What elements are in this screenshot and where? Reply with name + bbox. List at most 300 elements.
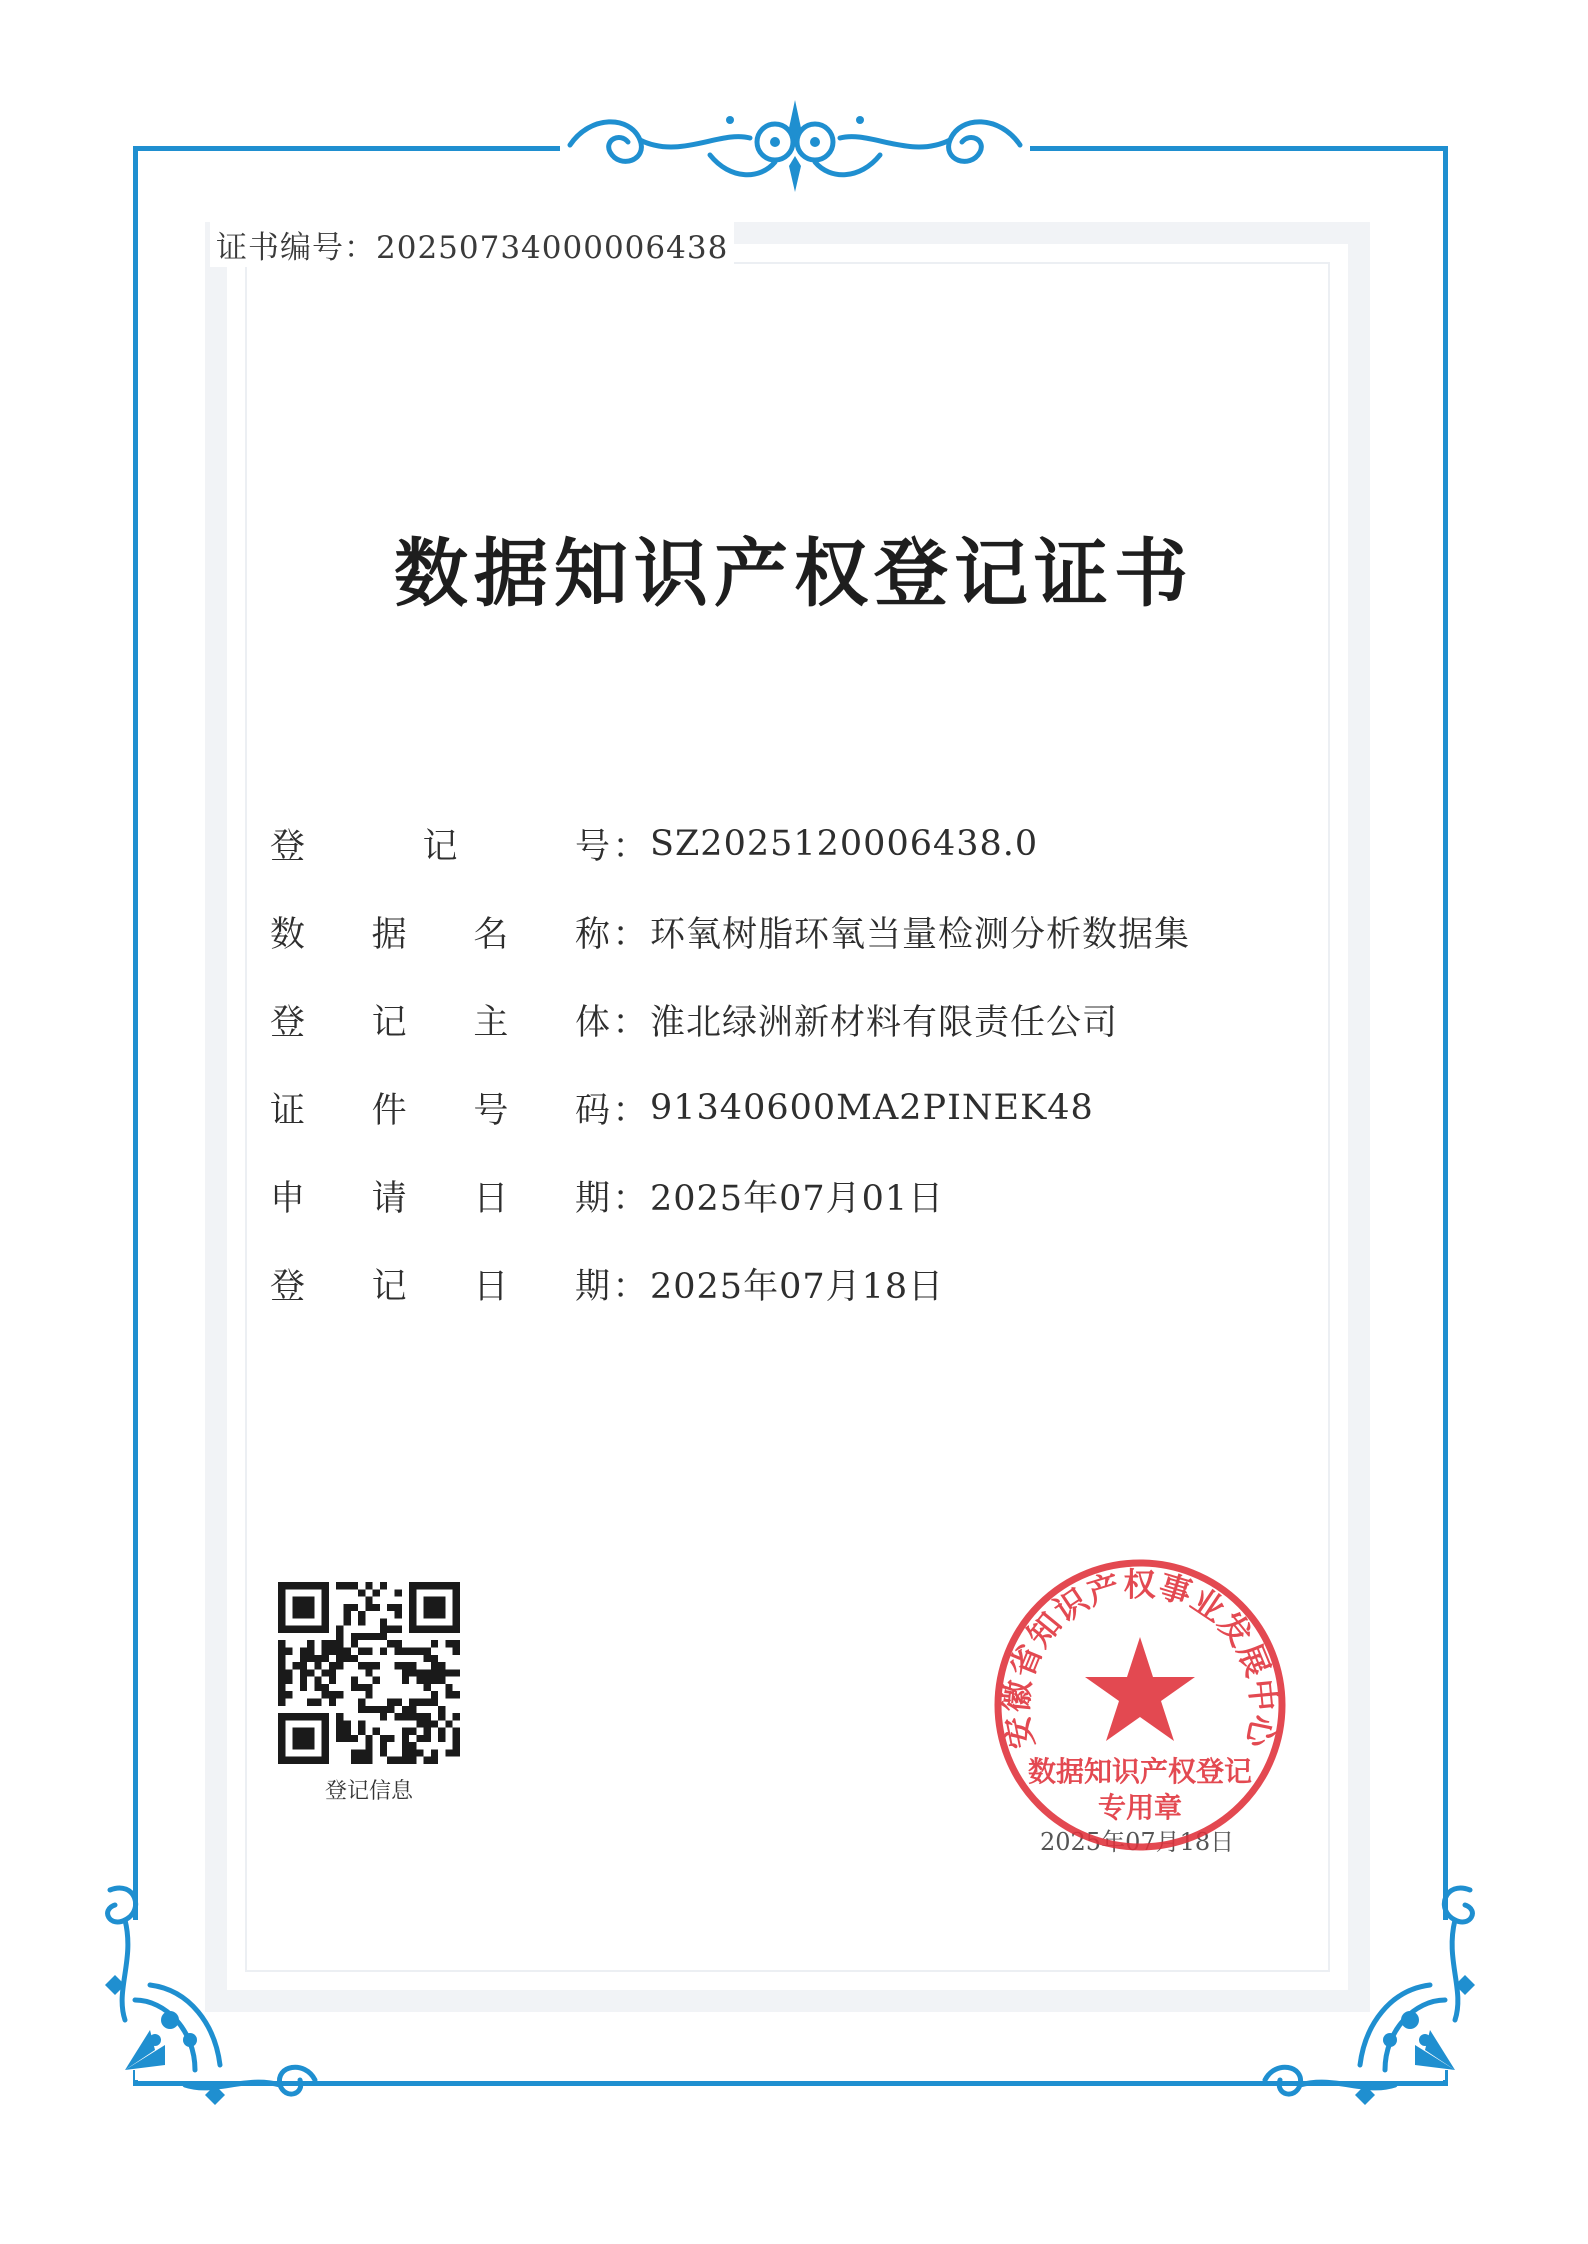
field-label-char: 日 (473, 1267, 509, 1307)
field-label (270, 1171, 610, 1221)
field-label-char: 登 (270, 827, 306, 867)
qr-module (424, 1655, 431, 1662)
seal-purpose-line1: 数据知识产权登记 (1027, 1755, 1253, 1788)
qr-module (278, 1640, 285, 1647)
qr-module (409, 1713, 416, 1720)
qr-module (424, 1757, 431, 1764)
qr-module (445, 1582, 452, 1589)
qr-module (438, 1604, 445, 1611)
field-label (270, 995, 610, 1045)
qr-module (424, 1735, 431, 1742)
qr-module (285, 1713, 292, 1720)
qr-module (293, 1611, 300, 1618)
qr-module (431, 1662, 438, 1669)
qr-module (365, 1669, 372, 1676)
qr-module (453, 1735, 460, 1742)
seal-org-text: 安徽省知识产权事业发展中心 (997, 1565, 1283, 1752)
qr-module (293, 1757, 300, 1764)
qr-module (424, 1604, 431, 1611)
qr-module (409, 1648, 416, 1655)
qr-module (438, 1662, 445, 1669)
qr-module (329, 1640, 336, 1647)
qr-module (344, 1582, 351, 1589)
qr-module (416, 1582, 423, 1589)
qr-module (322, 1713, 329, 1720)
field-label-char: 称 (574, 915, 610, 955)
qr-caption: 登记信息 (324, 1779, 413, 1804)
qr-module (409, 1618, 416, 1625)
qr-module (431, 1582, 438, 1589)
field-label-char: 据 (371, 915, 407, 955)
qr-module (409, 1669, 416, 1676)
qr-module (358, 1589, 365, 1596)
qr-module (424, 1713, 431, 1720)
field-label-char: 请 (371, 1179, 407, 1219)
seal-date: 2025年07月18日 (1040, 1828, 1235, 1856)
qr-module (300, 1669, 307, 1676)
qr-module (300, 1677, 307, 1684)
qr-module (336, 1720, 343, 1727)
qr-module (409, 1626, 416, 1633)
qr-module (358, 1633, 365, 1640)
qr-module (344, 1604, 351, 1611)
qr-module (278, 1684, 285, 1691)
qr-module (409, 1698, 416, 1705)
field-row-application-date (270, 1152, 1270, 1240)
qr-module (445, 1626, 452, 1633)
qr-module (402, 1728, 409, 1735)
qr-module (394, 1611, 401, 1618)
qr-module (416, 1669, 423, 1676)
qr-module (431, 1640, 438, 1647)
field-row-registrant (270, 976, 1270, 1064)
field-label-char: 期 (574, 1179, 610, 1219)
qr-module (431, 1757, 438, 1764)
qr-module (424, 1677, 431, 1684)
qr-module (314, 1677, 321, 1684)
qr-module (293, 1742, 300, 1749)
corner-flourish-icon (1255, 1880, 1485, 2110)
qr-module (394, 1626, 401, 1633)
qr-module (336, 1728, 343, 1735)
qr-module (453, 1597, 460, 1604)
qr-module (322, 1735, 329, 1742)
qr-module (387, 1706, 394, 1713)
field-value: 91340600MA2PINEK48 (650, 1088, 1094, 1128)
qr-module (336, 1662, 343, 1669)
qr-module (394, 1698, 401, 1705)
qr-module (336, 1633, 343, 1640)
qr-module (278, 1648, 285, 1655)
qr-module (365, 1662, 372, 1669)
qr-module (380, 1618, 387, 1625)
qr-module (300, 1742, 307, 1749)
qr-module (358, 1757, 365, 1764)
qr-module (409, 1589, 416, 1596)
qr-module (438, 1706, 445, 1713)
qr-module (344, 1618, 351, 1625)
field-label-char: 记 (371, 1267, 407, 1307)
qr-module (424, 1626, 431, 1633)
qr-module (322, 1669, 329, 1676)
qr-module (322, 1757, 329, 1764)
qr-module (438, 1713, 445, 1720)
qr-module (307, 1582, 314, 1589)
qr-module (416, 1749, 423, 1756)
qr-module (307, 1735, 314, 1742)
qr-module (358, 1706, 365, 1713)
qr-module (358, 1698, 365, 1705)
qr-module (293, 1582, 300, 1589)
field-label-char: 日 (473, 1179, 509, 1219)
qr-module (351, 1582, 358, 1589)
qr-module (285, 1691, 292, 1698)
qr-module (351, 1735, 358, 1742)
qr-module (394, 1713, 401, 1720)
qr-module (402, 1677, 409, 1684)
qr-module (278, 1582, 285, 1589)
qr-module (380, 1749, 387, 1756)
qr-module (431, 1720, 438, 1727)
qr-module (300, 1735, 307, 1742)
qr-module (336, 1713, 343, 1720)
qr-module (424, 1582, 431, 1589)
qr-module (278, 1749, 285, 1756)
qr-module (431, 1611, 438, 1618)
qr-module (365, 1757, 372, 1764)
qr-module (373, 1706, 380, 1713)
qr-module (445, 1720, 452, 1727)
qr-module (365, 1597, 372, 1604)
qr-module (278, 1742, 285, 1749)
qr-module (365, 1648, 372, 1655)
qr-module (322, 1655, 329, 1662)
qr-module (358, 1618, 365, 1625)
qr-module (300, 1604, 307, 1611)
qr-module (278, 1662, 285, 1669)
qr-module (453, 1728, 460, 1735)
qr-module (285, 1757, 292, 1764)
qr-module (300, 1728, 307, 1735)
qr-module (307, 1669, 314, 1676)
qr-module (453, 1626, 460, 1633)
qr-module (402, 1735, 409, 1742)
qr-module (402, 1669, 409, 1676)
qr-module (438, 1669, 445, 1676)
qr-module (373, 1604, 380, 1611)
field-value: 2025年07月18日 (650, 1267, 945, 1307)
qr-module (424, 1669, 431, 1676)
qr-module (307, 1713, 314, 1720)
qr-module (307, 1698, 314, 1705)
qr-module (293, 1662, 300, 1669)
qr-module (416, 1626, 423, 1633)
field-label-char: 体 (574, 1003, 610, 1043)
field-label-char: 数 (270, 915, 306, 955)
qr-module (373, 1662, 380, 1669)
qr-module (380, 1713, 387, 1720)
qr-module (322, 1728, 329, 1735)
qr-module (365, 1706, 372, 1713)
field-label-char: 名 (473, 915, 509, 955)
qr-module (409, 1742, 416, 1749)
qr-module (329, 1662, 336, 1669)
qr-module (394, 1648, 401, 1655)
qr-module (293, 1597, 300, 1604)
qr-module (314, 1698, 321, 1705)
qr-module (453, 1582, 460, 1589)
field-value: 淮北绿洲新材料有限责任公司 (650, 1003, 1119, 1043)
qr-module (344, 1611, 351, 1618)
qr-module (453, 1640, 460, 1647)
field-row-id-number (270, 1064, 1270, 1152)
qr-module (380, 1626, 387, 1633)
qr-module (453, 1589, 460, 1596)
qr-module (431, 1655, 438, 1662)
qr-module (322, 1742, 329, 1749)
field-label-char: 号 (574, 827, 610, 867)
qr-module (336, 1582, 343, 1589)
qr-module (336, 1691, 343, 1698)
qr-module (278, 1757, 285, 1764)
qr-module (300, 1655, 307, 1662)
qr-module (453, 1618, 460, 1625)
qr-module (278, 1597, 285, 1604)
qr-module (453, 1691, 460, 1698)
qr-module (322, 1720, 329, 1727)
qr-module (307, 1626, 314, 1633)
qr-module (278, 1669, 285, 1676)
qr-module (329, 1691, 336, 1698)
qr-module (329, 1677, 336, 1684)
qr-module (373, 1728, 380, 1735)
qr-module (351, 1677, 358, 1684)
qr-module (431, 1691, 438, 1698)
field-label-char: 记 (371, 1003, 407, 1043)
qr-module (322, 1749, 329, 1756)
qr-module (402, 1706, 409, 1713)
field-label-char: 期 (574, 1267, 610, 1307)
qr-module (300, 1648, 307, 1655)
page-title: 数据知识产权登记证书 (394, 531, 1194, 617)
qr-module (416, 1713, 423, 1720)
qr-module (307, 1648, 314, 1655)
qr-module (453, 1749, 460, 1756)
qr-module (402, 1648, 409, 1655)
qr-module (373, 1633, 380, 1640)
qr-module (322, 1691, 329, 1698)
qr-module (329, 1648, 336, 1655)
qr-module (380, 1735, 387, 1742)
qr-module (409, 1749, 416, 1756)
qr-module (278, 1691, 285, 1698)
qr-module (314, 1684, 321, 1691)
qr-module (336, 1626, 343, 1633)
field-label-char: 登 (270, 1267, 306, 1307)
qr-module (438, 1582, 445, 1589)
qr-module (358, 1728, 365, 1735)
qr-module (278, 1626, 285, 1633)
qr-module (278, 1698, 285, 1705)
field-value: 环氧树脂环氧当量检测分析数据集 (650, 915, 1191, 955)
qr-module (394, 1757, 401, 1764)
certificate-number-label: 证书编号： (216, 230, 376, 266)
qr-module (293, 1604, 300, 1611)
qr-module (453, 1648, 460, 1655)
qr-module (431, 1698, 438, 1705)
qr-module (336, 1648, 343, 1655)
qr-module (394, 1662, 401, 1669)
qr-module (358, 1648, 365, 1655)
qr-module (424, 1611, 431, 1618)
qr-module (380, 1706, 387, 1713)
qr-module (351, 1684, 358, 1691)
qr-module (394, 1604, 401, 1611)
qr-module (322, 1582, 329, 1589)
qr-module (278, 1735, 285, 1742)
qr-module (314, 1582, 321, 1589)
qr-module (351, 1640, 358, 1647)
qr-module (351, 1757, 358, 1764)
qr-module (285, 1669, 292, 1676)
field-label-char: 登 (270, 1003, 306, 1043)
qr-module (278, 1720, 285, 1727)
qr-module (322, 1611, 329, 1618)
field-row-data-name (270, 888, 1270, 976)
qr-module (278, 1655, 285, 1662)
qr-module (394, 1589, 401, 1596)
field-value: 2025年07月01日 (650, 1179, 945, 1219)
qr-module (300, 1684, 307, 1691)
qr-module (409, 1706, 416, 1713)
field-label (270, 907, 610, 957)
qr-module (344, 1720, 351, 1727)
qr-module (322, 1597, 329, 1604)
qr-module (336, 1655, 343, 1662)
field-colon: ： (612, 1091, 648, 1131)
qr-module (351, 1655, 358, 1662)
qr-module (293, 1735, 300, 1742)
qr-module (278, 1618, 285, 1625)
qr-module (380, 1648, 387, 1655)
qr-module (307, 1757, 314, 1764)
qr-module (438, 1597, 445, 1604)
qr-module (453, 1611, 460, 1618)
qr-module (351, 1633, 358, 1640)
qr-module (416, 1648, 423, 1655)
field-label (270, 819, 610, 869)
certificate-number (210, 222, 734, 267)
qr-module (365, 1582, 372, 1589)
qr-module (438, 1735, 445, 1742)
qr-module (402, 1749, 409, 1756)
qr-module (322, 1640, 329, 1647)
qr-module (336, 1735, 343, 1742)
qr-module (402, 1757, 409, 1764)
qr-module (373, 1589, 380, 1596)
qr-module (307, 1742, 314, 1749)
qr-module (402, 1742, 409, 1749)
qr-module (300, 1662, 307, 1669)
qr-module (307, 1604, 314, 1611)
qr-module (329, 1698, 336, 1705)
qr-module (365, 1684, 372, 1691)
qr-module (307, 1655, 314, 1662)
field-label-char: 证 (270, 1091, 306, 1131)
qr-module (344, 1655, 351, 1662)
qr-module (314, 1757, 321, 1764)
field-colon: ： (612, 1003, 648, 1043)
field-colon: ： (612, 1179, 648, 1219)
field-label-char: 号 (473, 1091, 509, 1131)
qr-module (409, 1662, 416, 1669)
qr-module (445, 1669, 452, 1676)
qr-module (445, 1640, 452, 1647)
qr-module (431, 1626, 438, 1633)
qr-module (387, 1604, 394, 1611)
certificate-number-value: 20250734000006438 (376, 230, 729, 266)
qr-module (314, 1626, 321, 1633)
field-colon: ： (612, 915, 648, 955)
qr-module (373, 1677, 380, 1684)
qr-module (424, 1728, 431, 1735)
qr-module (322, 1648, 329, 1655)
qr-module (424, 1597, 431, 1604)
qr-module (351, 1749, 358, 1756)
qr-module (416, 1677, 423, 1684)
qr-module (453, 1742, 460, 1749)
qr-module (300, 1626, 307, 1633)
qr-module (322, 1604, 329, 1611)
qr-module (365, 1604, 372, 1611)
qr-code[interactable] (278, 1582, 460, 1764)
field-list (270, 800, 1270, 1328)
qr-module (300, 1597, 307, 1604)
qr-module (322, 1618, 329, 1625)
qr-module (300, 1713, 307, 1720)
qr-module (387, 1735, 394, 1742)
star-icon (1085, 1637, 1195, 1741)
qr-module (387, 1626, 394, 1633)
qr-module (344, 1735, 351, 1742)
qr-module (409, 1597, 416, 1604)
qr-module (344, 1728, 351, 1735)
corner-flourish-icon (95, 1880, 325, 2110)
qr-module (402, 1713, 409, 1720)
qr-module (387, 1698, 394, 1705)
qr-module (307, 1640, 314, 1647)
qr-module (438, 1626, 445, 1633)
qr-module (424, 1720, 431, 1727)
qr-module (358, 1749, 365, 1756)
qr-module (329, 1669, 336, 1676)
field-colon: ： (612, 827, 648, 867)
field-colon: ： (612, 1267, 648, 1307)
qr-module (416, 1720, 423, 1727)
qr-module (387, 1757, 394, 1764)
qr-module (351, 1604, 358, 1611)
qr-module (307, 1597, 314, 1604)
qr-module (278, 1589, 285, 1596)
field-label (270, 1259, 610, 1309)
qr-module (314, 1655, 321, 1662)
qr-module (314, 1713, 321, 1720)
official-seal (990, 1555, 1290, 1855)
qr-module (438, 1677, 445, 1684)
qr-module (278, 1677, 285, 1684)
qr-module (358, 1611, 365, 1618)
qr-module (314, 1662, 321, 1669)
